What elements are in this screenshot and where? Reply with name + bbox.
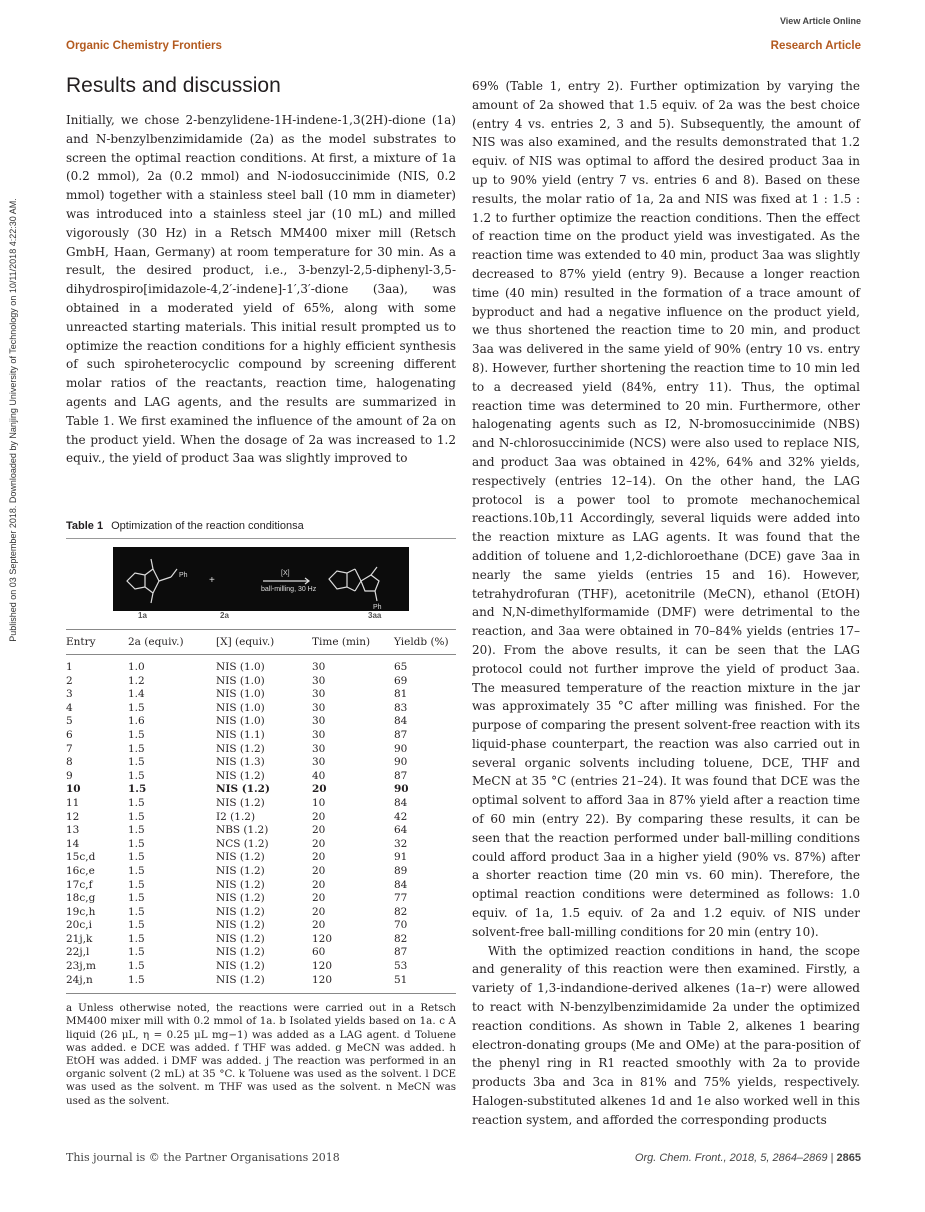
table-cell: 51 xyxy=(394,974,456,994)
table-row xyxy=(66,960,456,974)
table-cell: 20 xyxy=(312,851,326,864)
table-cell: 89 xyxy=(394,864,408,877)
table-cell: NIS (1.0) xyxy=(216,701,265,714)
table-cell: 24j,n xyxy=(66,974,128,994)
table-row xyxy=(66,879,456,893)
view-article-online-link[interactable]: View Article Online xyxy=(779,16,861,26)
table-cell: 20 xyxy=(312,919,326,932)
table-row xyxy=(66,906,456,920)
table-cell: 15c,d xyxy=(66,851,96,864)
table-cell: 42 xyxy=(394,810,408,823)
table-cell: NIS (1.2) xyxy=(216,892,265,905)
table-cell: 1.6 xyxy=(128,715,145,728)
table-cell: 90 xyxy=(394,742,408,755)
table-cell: NIS (1.2) xyxy=(216,796,265,809)
table-cell: 70 xyxy=(394,919,408,932)
table-cell: 1.5 xyxy=(128,864,145,877)
table-cell: 30 xyxy=(312,674,326,687)
scheme-compound-labels xyxy=(66,611,456,625)
table-cell: 64 xyxy=(394,824,408,837)
compound-label-3aa: 3aa xyxy=(368,611,382,620)
table-row xyxy=(66,729,456,743)
column-header: [X] (equiv.) xyxy=(216,630,306,655)
scheme-conditions: ball-milling, 30 Hz xyxy=(261,586,317,593)
table-cell: 2 xyxy=(66,674,73,687)
table-cell: 13 xyxy=(66,824,80,837)
table-cell: 82 xyxy=(394,905,408,918)
table-cell: NIS (1.2) xyxy=(216,946,265,959)
table-cell: 10 xyxy=(312,796,326,809)
scheme-ph-left: Ph xyxy=(179,572,188,579)
table-cell: 87 xyxy=(394,946,408,959)
table-cell: 1.5 xyxy=(128,769,145,782)
table-cell: 4 xyxy=(66,701,73,714)
table-cell: 60 xyxy=(312,946,326,959)
table-cell: NIS (1.0) xyxy=(216,661,265,673)
table-cell: 16c,e xyxy=(66,864,95,877)
table-cell: 3 xyxy=(66,688,73,701)
table-cell: 69 xyxy=(394,674,408,687)
table-1 xyxy=(66,520,456,1108)
footer-citation: Org. Chem. Front., 2018, 5, 2864–2869 | 2865 xyxy=(634,1152,861,1164)
table-cell: 87 xyxy=(394,769,408,782)
table-cell: 17c,f xyxy=(66,878,93,891)
table-cell: 6 xyxy=(66,728,73,741)
column-header: Yieldb (%) xyxy=(394,630,456,655)
table-row xyxy=(66,838,456,852)
table-cell: NIS (1.2) xyxy=(216,864,265,877)
table-cell: 11 xyxy=(66,796,80,809)
table-cell: 1.5 xyxy=(128,742,145,755)
table-cell: 87 xyxy=(394,728,408,741)
table-cell: 18c,g xyxy=(66,892,96,905)
table-cell: 1.5 xyxy=(128,932,145,945)
table-cell: NIS (1.2) xyxy=(216,742,265,755)
compound-label-1a: 1a xyxy=(138,611,147,620)
table-row xyxy=(66,743,456,757)
column-header: Entry xyxy=(66,630,128,655)
table-cell: 30 xyxy=(312,661,326,673)
footer-citation-text: Org. Chem. Front., 2018, 5, 2864–2869 xyxy=(634,1152,828,1164)
table-cell: 20 xyxy=(312,864,326,877)
table-cell: 1.5 xyxy=(128,960,145,973)
table-cell: 1.5 xyxy=(128,892,145,905)
table-cell: 1.5 xyxy=(128,905,145,918)
table-cell: 20 xyxy=(312,905,326,918)
table-footnote: a Unless otherwise noted, the reactions were carried out in a Retsch MM400 mixer mill with 0.2 mmol of 1a. b Isolated yields based on 1a. c A liquid (26 μL, η = 0.25 μL mg−1) was added as a LAG agent. d Toluene was added. e DCE was added. f THF was added. g MeCN was added. h EtOH was added. i DMF was added. j The reaction was performed in an organic solvent (2 mL) at 35 °C. k Toluene was used as the solvent. l DCE was used as the solvent. m THF was used as the solvent. n MeCN was used as the solvent. xyxy=(66,1002,456,1107)
table-row xyxy=(66,702,456,716)
table-cell: 1.5 xyxy=(128,756,145,769)
table-row xyxy=(66,974,456,994)
table-cell: NIS (1.2) xyxy=(216,919,265,932)
table-cell: 8 xyxy=(66,756,73,769)
scheme-ph-right: Ph xyxy=(373,604,382,611)
table-cell: NIS (1.0) xyxy=(216,688,265,701)
table-cell: 120 xyxy=(306,974,394,994)
compound-label-2a: 2a xyxy=(220,611,229,620)
table-row xyxy=(66,715,456,729)
table-cell: 1.5 xyxy=(128,878,145,891)
table-cell: 20 xyxy=(312,824,326,837)
table-row xyxy=(66,865,456,879)
table-cell: 1.5 xyxy=(128,919,145,932)
table-cell: 20 xyxy=(312,892,326,905)
table-cell: 20 xyxy=(312,810,326,823)
table-cell: 30 xyxy=(312,688,326,701)
table-header-row xyxy=(66,630,456,655)
table-cell: 12 xyxy=(66,810,80,823)
optimization-table xyxy=(66,629,456,994)
table-cell: 30 xyxy=(312,715,326,728)
table-cell: 5 xyxy=(66,715,73,728)
table-cell: 30 xyxy=(312,728,326,741)
table-cell: 120 xyxy=(312,932,333,945)
table-row xyxy=(66,655,456,675)
journal-name: Organic Chemistry Frontiers xyxy=(66,40,222,52)
table-cell: NIS (1.2) xyxy=(216,960,265,973)
table-cell: NIS (1.1) xyxy=(216,728,265,741)
table-cell: I2 (1.2) xyxy=(216,810,256,823)
reaction-scheme-drawing xyxy=(113,547,409,611)
left-column xyxy=(66,111,456,468)
table-caption xyxy=(66,520,456,539)
table-cell: 1.5 xyxy=(128,810,145,823)
column-header: 2a (equiv.) xyxy=(128,630,216,655)
table-cell: NIS (1.2) xyxy=(216,783,270,796)
table-cell: 1.2 xyxy=(128,674,145,687)
table-cell: 1.0 xyxy=(128,661,145,673)
table-cell: 1.5 xyxy=(128,796,145,809)
table-cell: NIS (1.2) xyxy=(216,905,265,918)
table-row xyxy=(66,933,456,947)
table-cell: 9 xyxy=(66,769,73,782)
body-paragraph: Initially, we chose 2-benzylidene-1H-indene-1,3(2H)-dione (1a) and N-benzylbenzimidamide (2a) as the model substrates to screen the optimal reaction conditions. At first, a mixture of 1a (0.2 mmol), 2a (0.2 mmol) and N-iodosuccinimide (NIS, 0.2 mmol) together with a stainless steel ball (10 mm in diameter) was introduced into a stainless steel jar (10 mL) and milled vigorously (30 Hz) in a Retsch MM400 mixer mill (Retsch GmbH, Haan, Germany) at room temperature for 30 min. As a result, the desired product, i.e., 3-benzyl-2,5-diphenyl-3,5-dihydrospiro[imidazole-4,2′-indene]-1′,3′-dione (3aa), was obtained in a moderated yield of 65%, along with some unreacted starting materials. This initial result prompted us to optimize the reaction conditions for a highly efficient synthesis of such spiroheterocyclic compound by screening different molar ratios of the reactants, reaction time, halogenating agents and LAG agents, and the results are summarized in Table 1. We first examined the influence of the amount of 2a on the product yield. When the dosage of 2a was increased to 1.2 equiv., the yield of product 3aa was slightly improved to xyxy=(66,113,456,466)
table-cell: 81 xyxy=(394,688,408,701)
table-body xyxy=(66,655,456,994)
table-label: Table 1 xyxy=(66,520,104,532)
table-cell: 14 xyxy=(66,837,80,850)
download-side-note: Published on 03 September 2018. Downloaded by Nanjing University of Technology on 10/11/2018 4:22:30 AM. xyxy=(8,198,18,642)
table-cell: 32 xyxy=(394,837,408,850)
table-cell: 7 xyxy=(66,742,73,755)
table-row xyxy=(66,783,456,797)
table-cell: 1.5 xyxy=(128,974,216,994)
table-row xyxy=(66,688,456,702)
table-cell: 1.4 xyxy=(128,688,145,701)
table-cell: 1.5 xyxy=(128,946,145,959)
table-row xyxy=(66,851,456,865)
table-cell: 23j,m xyxy=(66,960,96,973)
table-cell: 40 xyxy=(312,769,326,782)
table-cell: 65 xyxy=(394,661,408,673)
reaction-scheme-image xyxy=(113,547,409,611)
table-cell: 53 xyxy=(394,960,408,973)
table-cell: 90 xyxy=(394,783,409,796)
table-cell: 30 xyxy=(312,742,326,755)
table-cell: 1 xyxy=(66,661,73,673)
table-cell: 1.5 xyxy=(128,701,145,714)
table-cell: 1.5 xyxy=(128,851,145,864)
section-label: Research Article xyxy=(770,40,861,52)
table-cell: 90 xyxy=(394,756,408,769)
table-cell: 84 xyxy=(394,796,408,809)
right-column xyxy=(472,77,860,1130)
footer-copyright: This journal is © the Partner Organisations 2018 xyxy=(66,1151,340,1164)
table-cell: 20 xyxy=(312,878,326,891)
table-row xyxy=(66,797,456,811)
table-cell: 20 xyxy=(312,837,326,850)
page-number: 2865 xyxy=(836,1152,861,1164)
table-cell: 10 xyxy=(66,783,81,796)
body-paragraph: With the optimized reaction conditions in hand, the scope and generality of this reaction were then examined. Firstly, a variety of 1,3-indandione-derived alkenes (1a–r) were allowed to react with N-benzylbenzimidamide 2a under the optimized reaction conditions. As shown in Table 2, alkenes 1 bearing electron-donating groups (Me and OMe) at the para-position of the phenyl ring in R1 reacted smoothly with 2a to provide products 3ba and 3ca in 81% and 75% yields, respectively. Halogen-substituted alkenes 1d and 1e also worked well in this reaction system, and afforded the corresponding products xyxy=(472,943,860,1127)
table-cell: 1.5 xyxy=(128,824,145,837)
table-row xyxy=(66,892,456,906)
section-heading: Results and discussion xyxy=(66,74,281,97)
table-cell: NIS (1.0) xyxy=(216,715,265,728)
table-cell: 1.5 xyxy=(128,837,145,850)
table-cell: 83 xyxy=(394,701,408,714)
table-row xyxy=(66,811,456,825)
table-cell: NBS (1.2) xyxy=(216,824,269,837)
table-cell: 120 xyxy=(312,960,333,973)
table-cell: 21j,k xyxy=(66,932,93,945)
table-cell: NIS (1.2) xyxy=(216,769,265,782)
table-cell: 82 xyxy=(394,932,408,945)
column-header: Time (min) xyxy=(306,630,394,655)
table-cell: 20c,i xyxy=(66,919,92,932)
table-cell: NCS (1.2) xyxy=(216,837,269,850)
table-row xyxy=(66,824,456,838)
table-cell: 91 xyxy=(394,851,408,864)
table-cell: 1.5 xyxy=(128,783,147,796)
table-cell: 30 xyxy=(312,756,326,769)
table-cell: 84 xyxy=(394,715,408,728)
table-row xyxy=(66,946,456,960)
table-caption-text: Optimization of the reaction conditionsa xyxy=(111,520,304,532)
table-cell: 1.5 xyxy=(128,728,145,741)
table-row xyxy=(66,675,456,689)
table-cell: NIS (1.3) xyxy=(216,756,265,769)
table-row xyxy=(66,770,456,784)
table-cell: 30 xyxy=(312,701,326,714)
table-cell: NIS (1.2) xyxy=(216,851,265,864)
table-cell: 22j,l xyxy=(66,946,90,959)
table-cell: 77 xyxy=(394,892,408,905)
table-cell: NIS (1.0) xyxy=(216,674,265,687)
table-cell: 20 xyxy=(312,783,327,796)
table-cell: 84 xyxy=(394,878,408,891)
body-paragraph: 69% (Table 1, entry 2). Further optimization by varying the amount of 2a showed that 1.5 equiv. of 2a was the best choice (entry 4 vs. entries 2, 3 and 5). Subsequently, the amount of NIS was also examined, and the results demonstrated that 1.2 equiv. of NIS was optimal to afford the desired product 3aa in up to 90% yield (entry 7 vs. entries 6 and 8). Based on these results, the molar ratio of 1a, 2a and NIS was fixed at 1 : 1.5 : 1.2 to further optimize the reaction conditions. Then the effect of reaction time on the product yield was investigated. As the reaction time was extended to 40 min, product 3aa was slightly decreased to 87% yield (entry 9). Because a longer reaction time (40 min) resulted in the formation of a trace amount of byproduct and had a negative influence on the product yield, we thus shortened the reaction time to 20 min, and product 3aa was delivered in the same yield of 90% (entry 10 vs. entry 8). However, further shortening the reaction time to 10 min led to a decreased yield (84%, entry 11). Thus, the optimal reaction time was determined to 20 min. Furthermore, other halogenating agents such as I2, N-bromosuccinimide (NBS) and N-chlorosuccinimide (NCS) were also used to replace NIS, and product 3aa was obtained in 42%, 64% and 32% yields, respectively (entries 12–14). On the other hand, the LAG protocol is a power tool to promote mechanochemical reactions.10b,11 Accordingly, several liquids were added into the reaction mixture as LAG agents. It was found that the addition of toluene and 1,2-dichloroethane (DCE) gave 3aa in nearly the same yields (entries 15 and 16). However, tetrahydrofuran (THF), acetonitrile (MeCN), ethanol (EtOH) and N,N-dimethylformamide (DMF) were detrimental to the reaction, and 3aa were obtained in 70–84% yields (entries 17–20). From the above results, it can be seen that the LAG protocol could not further improve the yield of product 3aa. The measured temperature of the reaction mixture in the jar was approximately 35 °C after milling was finished. For the purpose of comparing the present solvent-free reaction with its liquid-phase counterpart, the reaction was also carried out in several organic solvents including toluene, DCE, THF and MeCN at 35 °C (entries 21–24). It was found that DCE was the optimal solvent to afford 3aa in 87% yield after a reaction time of 60 min (entry 22). By comparing these results, it can be seen that the reaction performed under ball-milling conditions could afford product 3aa in a higher yield (90% vs. 87%) after a shorter reaction time (20 min vs. 60 min). Therefore, the optimal reaction conditions were determined as follows: 1.0 equiv. of 1a, 1.5 equiv. of 2a and 1.2 equiv. of NIS under solvent-free ball-milling conditions for 20 min (entry 10). xyxy=(472,79,860,939)
table-cell: NIS (1.2) xyxy=(216,932,265,945)
scheme-reagent: [X] xyxy=(281,570,290,577)
svg-text:+: + xyxy=(209,575,215,586)
table-row xyxy=(66,919,456,933)
table-row xyxy=(66,756,456,770)
table-cell: 19c,h xyxy=(66,905,96,918)
table-cell: NIS (1.2) xyxy=(216,974,306,994)
table-cell: NIS (1.2) xyxy=(216,878,265,891)
